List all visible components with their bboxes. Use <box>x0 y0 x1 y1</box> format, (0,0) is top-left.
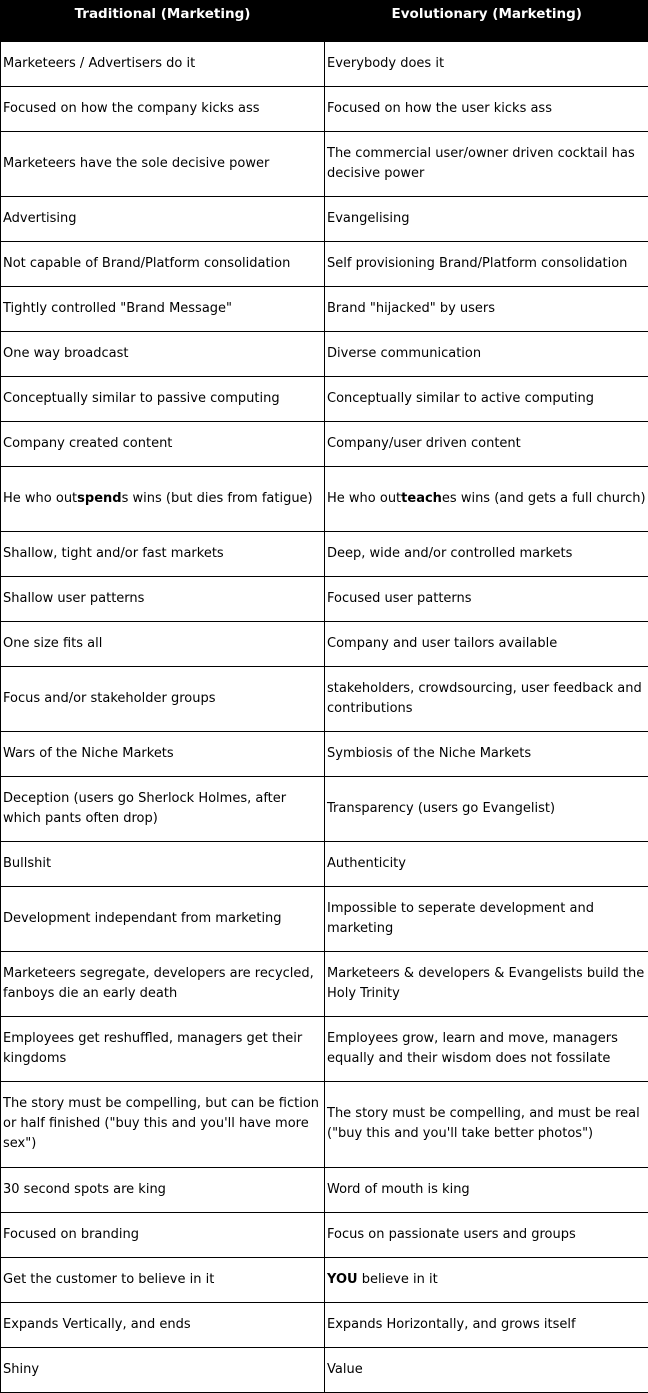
cell-text: Diverse communication <box>327 346 481 361</box>
cell-text: Value <box>327 1362 363 1377</box>
cell-evolutionary <box>325 376 648 421</box>
table-row <box>1 1347 648 1392</box>
cell-traditional <box>1 731 325 776</box>
table-row <box>1 1167 648 1212</box>
cell-traditional <box>1 1212 325 1257</box>
table-row <box>1 951 648 1016</box>
cell-traditional <box>1 621 325 666</box>
cell-text: Advertising <box>3 211 77 226</box>
cell-text: 30 second spots are king <box>3 1182 166 1197</box>
cell-traditional <box>1 1016 325 1081</box>
cell-text: believe in it <box>358 1272 438 1287</box>
cell-traditional <box>1 466 325 531</box>
cell-traditional <box>1 576 325 621</box>
header-evolutionary: Evolutionary (Marketing) <box>325 0 648 41</box>
cell-evolutionary <box>325 1167 648 1212</box>
cell-text: Deep, wide and/or controlled markets <box>327 546 572 561</box>
table-row <box>1 841 648 886</box>
cell-evolutionary <box>325 331 648 376</box>
cell-traditional <box>1 1167 325 1212</box>
cell-text: Expands Horizontally, and grows itself <box>327 1317 576 1332</box>
cell-evolutionary <box>325 776 648 841</box>
cell-text: Conceptually similar to passive computing <box>3 391 280 406</box>
cell-evolutionary <box>325 86 648 131</box>
table-row <box>1 886 648 951</box>
cell-traditional <box>1 331 325 376</box>
header-traditional: Traditional (Marketing) <box>1 0 325 41</box>
table-row <box>1 1016 648 1081</box>
cell-text: Tightly controlled "Brand Message" <box>3 301 232 316</box>
table-row <box>1 776 648 841</box>
cell-text: Wars of the Niche Markets <box>3 746 174 761</box>
cell-traditional <box>1 241 325 286</box>
table-row <box>1 421 648 466</box>
cell-text: Development independant from marketing <box>3 911 282 926</box>
table-row <box>1 466 648 531</box>
table-row <box>1 731 648 776</box>
table-row <box>1 1302 648 1347</box>
table-row <box>1 41 648 86</box>
cell-traditional <box>1 286 325 331</box>
cell-text: Marketeers & developers & Evangelists build the Holy Trinity <box>327 966 644 1001</box>
cell-traditional <box>1 1257 325 1302</box>
cell-text: The commercial user/owner driven cocktail has decisive power <box>327 146 635 181</box>
cell-text: Focused on branding <box>3 1227 139 1242</box>
cell-traditional <box>1 86 325 131</box>
cell-text: Employees get reshuffled, managers get their kingdoms <box>3 1031 302 1066</box>
cell-text: Symbiosis of the Niche Markets <box>327 746 531 761</box>
table-row <box>1 331 648 376</box>
cell-traditional <box>1 531 325 576</box>
table-row <box>1 286 648 331</box>
cell-text: Not capable of Brand/Platform consolidation <box>3 256 290 271</box>
table-row <box>1 1257 648 1302</box>
table-row <box>1 241 648 286</box>
table-row <box>1 1081 648 1167</box>
cell-text: Focus and/or stakeholder groups <box>3 691 216 706</box>
table-row <box>1 1212 648 1257</box>
table-row <box>1 666 648 731</box>
cell-evolutionary <box>325 531 648 576</box>
cell-text: es wins (and gets a full church) <box>442 491 646 506</box>
cell-text: Focused user patterns <box>327 591 472 606</box>
cell-text: Impossible to seperate development and marketing <box>327 901 594 936</box>
cell-text: Company and user tailors available <box>327 636 557 651</box>
cell-text: The story must be compelling, and must be real ("buy this and you'll take better photos") <box>327 1106 640 1141</box>
cell-text: Focused on how the company kicks ass <box>3 101 260 116</box>
cell-text: Company/user driven content <box>327 436 521 451</box>
cell-text: Transparency (users go Evangelist) <box>327 801 555 816</box>
table-row <box>1 196 648 241</box>
cell-traditional <box>1 951 325 1016</box>
cell-traditional <box>1 841 325 886</box>
cell-evolutionary <box>325 1016 648 1081</box>
cell-text: Focus on passionate users and groups <box>327 1227 576 1242</box>
cell-text: Employees grow, learn and move, managers equally and their wisdom does not fossilate <box>327 1031 618 1066</box>
cell-text: Shallow, tight and/or fast markets <box>3 546 224 561</box>
cell-text: Brand "hijacked" by users <box>327 301 495 316</box>
cell-text: Get the customer to believe in it <box>3 1272 214 1287</box>
cell-text: Conceptually similar to active computing <box>327 391 594 406</box>
table-row <box>1 531 648 576</box>
cell-traditional <box>1 131 325 196</box>
cell-text: Evangelising <box>327 211 409 226</box>
cell-evolutionary <box>325 421 648 466</box>
cell-text: Authenticity <box>327 856 406 871</box>
table-row <box>1 376 648 421</box>
cell-traditional <box>1 41 325 86</box>
cell-text: Shiny <box>3 1362 39 1377</box>
cell-evolutionary <box>325 841 648 886</box>
cell-text: Marketeers have the sole decisive power <box>3 156 269 171</box>
cell-evolutionary <box>325 886 648 951</box>
cell-text: The story must be compelling, but can be fiction or half finished ("buy this and you'll have more sex") <box>3 1096 319 1151</box>
cell-traditional <box>1 421 325 466</box>
cell-evolutionary <box>325 41 648 86</box>
cell-evolutionary <box>325 286 648 331</box>
cell-traditional <box>1 886 325 951</box>
cell-evolutionary <box>325 951 648 1016</box>
cell-text: s wins (but dies from fatigue) <box>122 491 313 506</box>
cell-text: Marketeers / Advertisers do it <box>3 56 195 71</box>
bold-text: teach <box>401 491 442 506</box>
table-row <box>1 621 648 666</box>
cell-evolutionary <box>325 131 648 196</box>
table-body <box>1 41 648 1392</box>
cell-traditional <box>1 1302 325 1347</box>
cell-evolutionary <box>325 576 648 621</box>
cell-text: Marketeers segregate, developers are recycled, fanboys die an early death <box>3 966 314 1001</box>
table-row <box>1 86 648 131</box>
cell-evolutionary <box>325 621 648 666</box>
cell-evolutionary <box>325 1347 648 1392</box>
cell-evolutionary <box>325 196 648 241</box>
cell-traditional <box>1 776 325 841</box>
cell-traditional <box>1 666 325 731</box>
bold-text: spend <box>77 491 121 506</box>
cell-traditional <box>1 1347 325 1392</box>
table-row <box>1 576 648 621</box>
cell-text: Shallow user patterns <box>3 591 144 606</box>
cell-text: stakeholders, crowdsourcing, user feedback and contributions <box>327 681 642 716</box>
cell-text: Focused on how the user kicks ass <box>327 101 552 116</box>
cell-evolutionary <box>325 466 648 531</box>
cell-evolutionary <box>325 1212 648 1257</box>
cell-text: Company created content <box>3 436 172 451</box>
cell-traditional <box>1 376 325 421</box>
cell-evolutionary <box>325 666 648 731</box>
cell-text: He who out <box>3 491 77 506</box>
cell-text: Word of mouth is king <box>327 1182 470 1197</box>
cell-evolutionary <box>325 1081 648 1167</box>
cell-evolutionary <box>325 241 648 286</box>
cell-traditional <box>1 1081 325 1167</box>
cell-text: Bullshit <box>3 856 51 871</box>
cell-text: Expands Vertically, and ends <box>3 1317 191 1332</box>
cell-text: One way broadcast <box>3 346 129 361</box>
cell-evolutionary <box>325 1302 648 1347</box>
cell-text: One size fits all <box>3 636 102 651</box>
cell-text: Everybody does it <box>327 56 444 71</box>
cell-traditional <box>1 196 325 241</box>
cell-evolutionary <box>325 731 648 776</box>
cell-text: He who out <box>327 491 401 506</box>
cell-text: Deception (users go Sherlock Holmes, after which pants often drop) <box>3 791 286 826</box>
header-row <box>1 0 648 41</box>
cell-text: Self provisioning Brand/Platform consolidation <box>327 256 627 271</box>
bold-text: YOU <box>327 1272 358 1287</box>
cell-evolutionary <box>325 1257 648 1302</box>
table-row <box>1 131 648 196</box>
